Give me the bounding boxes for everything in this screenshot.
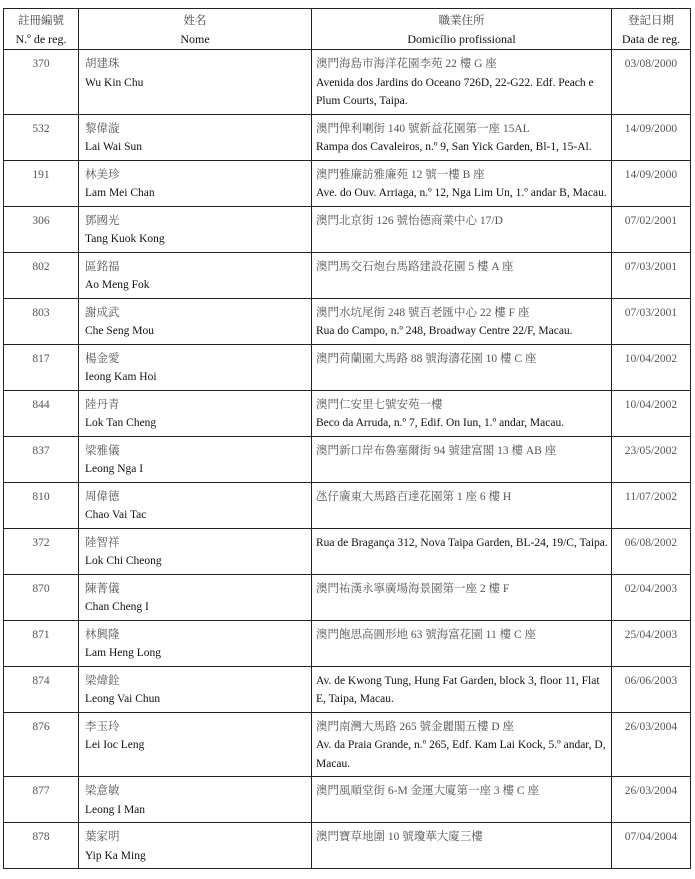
- reg-date-cell: 14/09/2000: [612, 160, 691, 206]
- address-zh: 澳門飽思高圓形地 63 號海富花園 11 樓 C 座: [316, 628, 536, 641]
- name-pt: Lok Chi Cheong: [85, 555, 162, 567]
- reg-number-cell: 817: [4, 344, 79, 390]
- address-cell: [312, 528, 612, 574]
- name-cell: [79, 436, 312, 482]
- address-zh: 氹仔廣東大馬路百達花園第 1 座 6 樓 H: [316, 490, 512, 503]
- address-cell: [312, 344, 612, 390]
- header-name-zh: 姓名: [183, 15, 207, 27]
- address-zh: 澳門祐漢永寧廣場海景園第一座 2 樓 F: [316, 582, 510, 595]
- reg-number-cell: 810: [4, 482, 79, 528]
- name-pt: Yip Ka Ming: [85, 849, 146, 862]
- reg-number-cell: 532: [4, 114, 79, 160]
- header-date: [612, 9, 691, 50]
- reg-number-cell: 306: [4, 206, 79, 252]
- reg-date-cell: 11/07/2002: [612, 482, 691, 528]
- header-reg-number: [4, 9, 79, 50]
- address-cell: [312, 823, 612, 869]
- name-cell: [79, 712, 312, 777]
- address-cell: [312, 390, 612, 436]
- name-cell: [79, 574, 312, 620]
- header-address: [312, 9, 612, 50]
- table-row: [4, 252, 691, 298]
- name-pt: Chan Cheng I: [85, 601, 149, 613]
- address-zh: 澳門南灣大馬路 265 號金麗閣五樓 D 座: [316, 720, 515, 733]
- reg-date-cell: 07/03/2001: [612, 252, 691, 298]
- name-zh: 林興隆: [85, 628, 120, 641]
- reg-date-cell: 06/08/2002: [612, 528, 691, 574]
- reg-date-cell: 03/08/2000: [612, 50, 691, 115]
- address-cell: [312, 436, 612, 482]
- name-pt: Lai Wai Sun: [85, 141, 142, 153]
- header-name: [79, 9, 312, 50]
- name-zh: 李玉玲: [85, 720, 120, 733]
- name-pt: Leong Nga I: [85, 463, 144, 475]
- reg-date-cell: 10/04/2002: [612, 390, 691, 436]
- address-cell: [312, 620, 612, 666]
- name-zh: 鄧國光: [85, 214, 120, 227]
- name-zh: 梁雅儀: [85, 444, 120, 457]
- address-cell: [312, 114, 612, 160]
- address-zh: 澳門海島市海洋花園李苑 22 樓 G 座: [316, 58, 497, 70]
- address-cell: [312, 206, 612, 252]
- reg-number-cell: 870: [4, 574, 79, 620]
- address-pt: Rua de Bragança 312, Nova Taipa Garden, BL-24, 19/C, Taipa.: [316, 536, 608, 549]
- name-zh: 黎偉漩: [85, 122, 120, 135]
- name-zh: 楊金愛: [85, 352, 120, 365]
- reg-number-cell: 874: [4, 666, 79, 712]
- address-cell: [312, 160, 612, 206]
- reg-number-cell: 191: [4, 160, 79, 206]
- name-cell: [79, 160, 312, 206]
- name-cell: [79, 666, 312, 712]
- address-cell: [312, 252, 612, 298]
- table-row: [4, 160, 691, 206]
- table-row: [4, 666, 691, 712]
- name-cell: [79, 252, 312, 298]
- name-pt: Leong Vai Chun: [85, 693, 161, 705]
- table-row: [4, 206, 691, 252]
- reg-number-cell: 802: [4, 252, 79, 298]
- address-zh: 澳門新口岸布魯塞爾街 94 號建富閣 13 樓 AB 座: [316, 444, 557, 457]
- table-row: [4, 620, 691, 666]
- address-cell: [312, 298, 612, 344]
- table-row: [4, 482, 691, 528]
- name-pt: Lei Ioc Leng: [85, 739, 145, 751]
- name-cell: [79, 206, 312, 252]
- name-cell: [79, 50, 312, 115]
- name-cell: [79, 620, 312, 666]
- name-cell: [79, 344, 312, 390]
- name-cell: [79, 390, 312, 436]
- address-zh: 澳門寶草地圍 10 號瓊華大廈三樓: [316, 831, 483, 843]
- name-cell: [79, 528, 312, 574]
- reg-number-cell: 876: [4, 712, 79, 777]
- table-row: [4, 114, 691, 160]
- header-reg-number-zh: 註冊編號: [18, 15, 64, 27]
- name-pt: Lok Tan Cheng: [85, 417, 157, 429]
- name-zh: 胡建珠: [85, 58, 120, 70]
- name-zh: 陸智祥: [85, 536, 120, 549]
- reg-date-cell: 07/04/2004: [612, 823, 691, 869]
- header-reg-number-pt: N.º de reg.: [15, 32, 67, 46]
- table-header-row: [4, 9, 691, 50]
- address-cell: [312, 777, 612, 823]
- header-address-zh: 職業住所: [438, 15, 485, 27]
- address-pt: Rua do Campo, n.º 248, Broadway Centre 22/F, Macau.: [316, 325, 573, 337]
- address-zh: 澳門俾利喇街 140 號新益花園第一座 15AL: [316, 122, 530, 135]
- name-pt: Che Seng Mou: [85, 325, 154, 337]
- name-pt: Ieong Kam Hoi: [85, 371, 157, 383]
- address-pt: Av. de Kwong Tung, Hung Fat Garden, block 3, floor 11, Flat E, Taipa, Macau.: [316, 674, 600, 705]
- name-pt: Leong I Man: [85, 803, 146, 816]
- address-zh: 澳門荷蘭園大馬路 88 號海濤花園 10 樓 C 座: [316, 352, 537, 365]
- table-row: [4, 712, 691, 777]
- address-zh: 澳門馬交石炮台馬路建設花園 5 樓 A 座: [316, 260, 514, 273]
- header-date-zh: 登記日期: [628, 15, 674, 27]
- reg-number-cell: 844: [4, 390, 79, 436]
- name-cell: [79, 823, 312, 869]
- reg-number-cell: 370: [4, 50, 79, 115]
- table-row: [4, 344, 691, 390]
- table-row: [4, 777, 691, 823]
- table-row: [4, 574, 691, 620]
- table-row: [4, 50, 691, 115]
- name-zh: 林美珍: [85, 168, 120, 181]
- address-zh: 澳門北京街 126 號怡德商業中心 17/D: [316, 214, 503, 227]
- reg-number-cell: 372: [4, 528, 79, 574]
- address-cell: [312, 482, 612, 528]
- reg-date-cell: 07/02/2001: [612, 206, 691, 252]
- address-pt: Ave. do Ouv. Arriaga, n.º 12, Nga Lim Un, 1.º andar B, Macau.: [316, 187, 607, 199]
- address-zh: 澳門雅廉訪雅廉苑 12 號一樓 B 座: [316, 168, 485, 181]
- address-cell: [312, 50, 612, 115]
- table-row: [4, 436, 691, 482]
- name-cell: [79, 482, 312, 528]
- reg-date-cell: 10/04/2002: [612, 344, 691, 390]
- reg-date-cell: 02/04/2003: [612, 574, 691, 620]
- name-zh: 梁煒銓: [85, 674, 120, 687]
- reg-date-cell: 07/03/2001: [612, 298, 691, 344]
- address-pt: Beco da Arruda, n.º 7, Edif. On Iun, 1.º andar, Macau.: [316, 417, 565, 429]
- name-cell: [79, 298, 312, 344]
- name-pt: Wu Kin Chu: [85, 76, 144, 89]
- name-pt: Lam Mei Chan: [85, 187, 155, 199]
- reg-number-cell: 877: [4, 777, 79, 823]
- reg-number-cell: 878: [4, 823, 79, 869]
- address-zh: 澳門風順堂街 6-M 金運大廈第一座 3 樓 C 座: [316, 785, 539, 797]
- reg-number-cell: 837: [4, 436, 79, 482]
- address-pt: Av. da Praia Grande, n.º 265, Edf. Kam Lai Kock, 5.º andar, D, Macau.: [316, 739, 606, 770]
- reg-number-cell: 871: [4, 620, 79, 666]
- reg-date-cell: 14/09/2000: [612, 114, 691, 160]
- name-zh: 陳菁儀: [85, 582, 120, 595]
- table-row: [4, 390, 691, 436]
- address-cell: [312, 574, 612, 620]
- name-pt: Tang Kuok Kong: [85, 233, 165, 245]
- reg-date-cell: 25/04/2003: [612, 620, 691, 666]
- reg-number-cell: 803: [4, 298, 79, 344]
- reg-date-cell: 26/03/2004: [612, 777, 691, 823]
- address-zh: 澳門仁安里七號安苑一樓: [316, 398, 443, 411]
- address-zh: 澳門水坑尾街 248 號百老匯中心 22 樓 F 座: [316, 306, 530, 319]
- address-pt: Avenida dos Jardins do Oceano 726D, 22-G22. Edf. Peach e Plum Courts, Taipa.: [316, 76, 594, 107]
- address-cell: [312, 712, 612, 777]
- name-cell: [79, 114, 312, 160]
- reg-date-cell: 26/03/2004: [612, 712, 691, 777]
- name-pt: Chao Vai Tac: [85, 509, 147, 521]
- name-zh: 區銘福: [85, 260, 120, 273]
- registry-table: [3, 8, 691, 869]
- table-row: [4, 528, 691, 574]
- address-pt: Rampa dos Cavaleiros, n.º 9, San Yick Garden, Bl-1, 15-Al.: [316, 141, 592, 153]
- header-name-pt: Nome: [180, 32, 210, 46]
- reg-date-cell: 23/05/2002: [612, 436, 691, 482]
- name-zh: 葉家明: [85, 831, 120, 843]
- name-pt: Ao Meng Fok: [85, 279, 150, 291]
- header-address-pt: Domicílio profissional: [407, 32, 516, 46]
- header-date-pt: Data de reg.: [621, 32, 681, 46]
- name-zh: 陸丹青: [85, 398, 120, 411]
- name-zh: 謝成武: [85, 306, 120, 319]
- table-row: [4, 298, 691, 344]
- table-row: [4, 823, 691, 869]
- name-zh: 周偉德: [85, 490, 120, 503]
- reg-date-cell: 06/06/2003: [612, 666, 691, 712]
- name-zh: 梁意敏: [85, 785, 120, 797]
- address-cell: [312, 666, 612, 712]
- name-cell: [79, 777, 312, 823]
- name-pt: Lam Heng Long: [85, 647, 162, 659]
